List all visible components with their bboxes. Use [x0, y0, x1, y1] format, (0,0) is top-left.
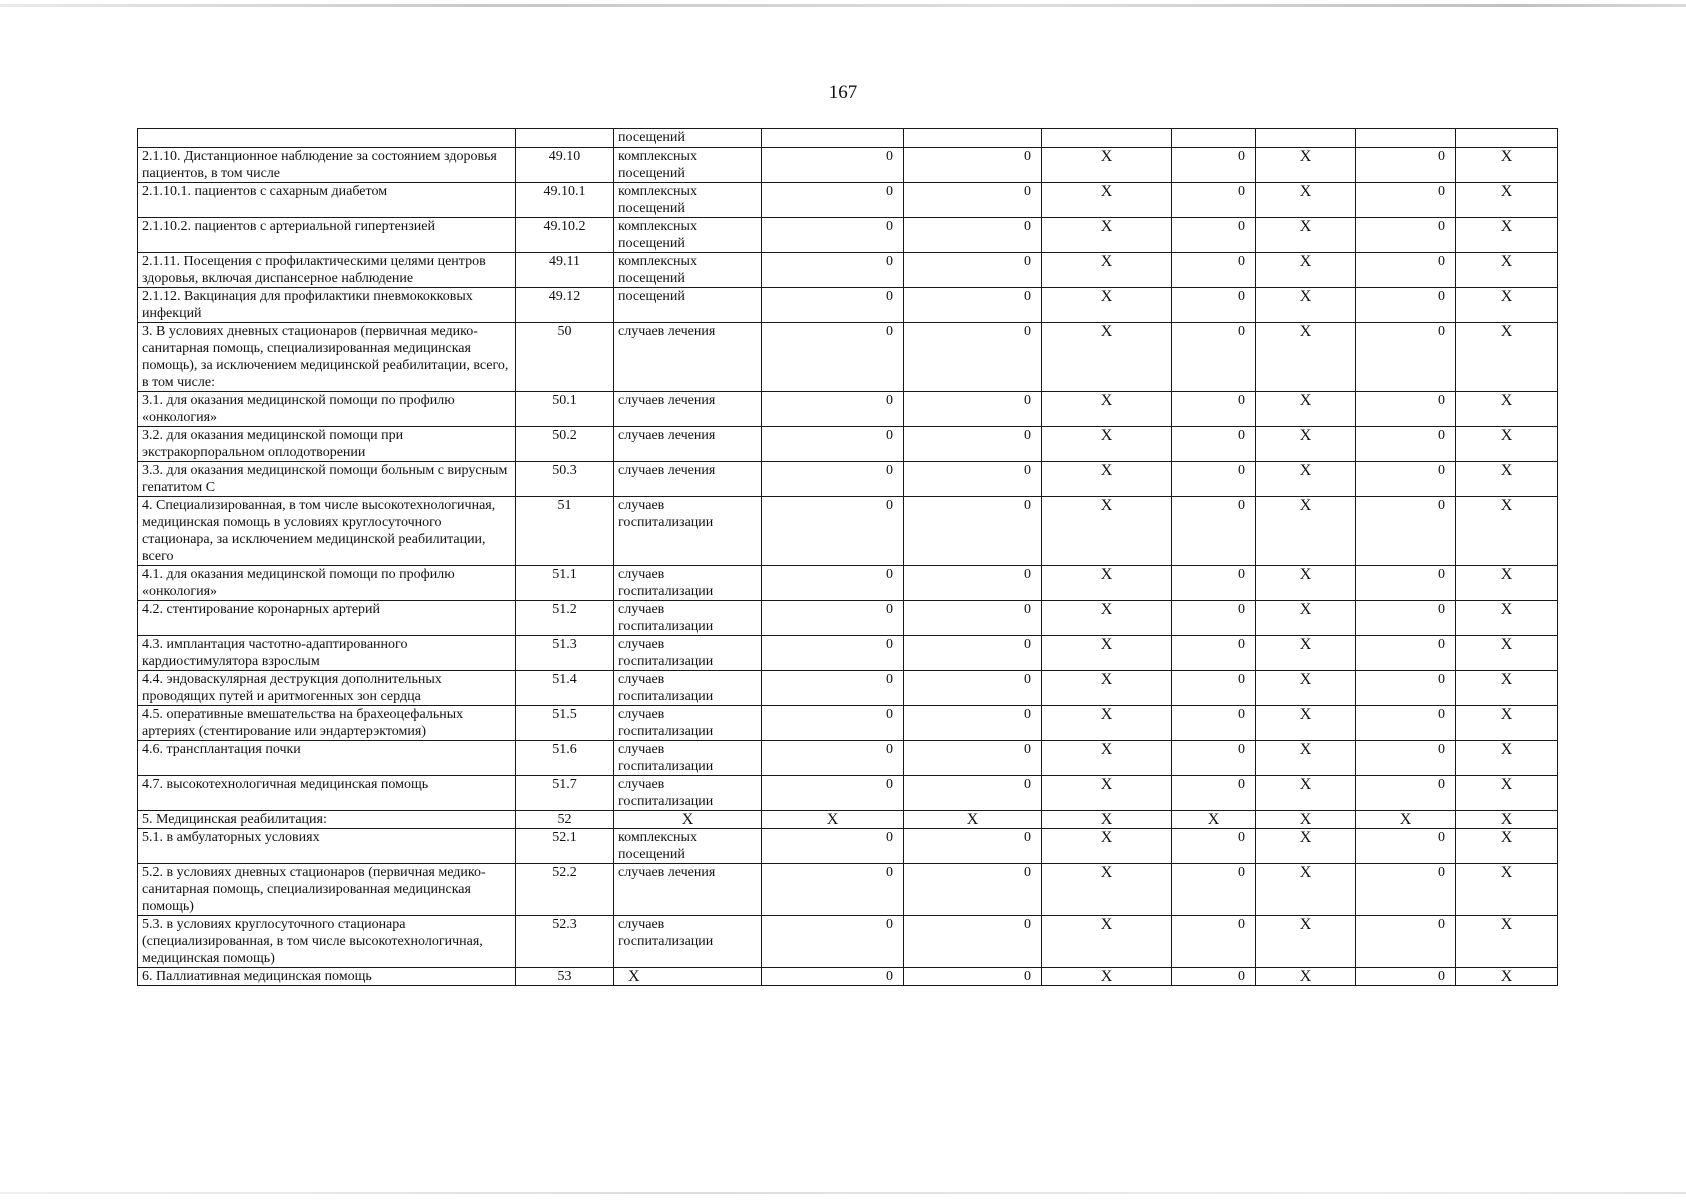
row-value-cell: 0: [1172, 829, 1256, 864]
row-value-cell: X: [1042, 288, 1172, 323]
row-value-cell: X: [1256, 497, 1356, 566]
row-value-cell: 0: [1172, 218, 1256, 253]
row-unit-cell: случаев госпитализации: [614, 671, 762, 706]
table-row: [138, 253, 1558, 288]
row-value-cell: 0: [1172, 288, 1256, 323]
row-value-cell: X: [1456, 288, 1558, 323]
row-value-cell: 0: [904, 218, 1042, 253]
row-name-cell: 2.1.10. Дистанционное наблюдение за состоянием здоровья пациентов, в том числе: [138, 148, 516, 183]
row-name-cell: 4.6. трансплантация почки: [138, 741, 516, 776]
row-value-cell: 0: [904, 776, 1042, 811]
row-value-cell: 0: [904, 462, 1042, 497]
row-unit-cell: комплексных посещений: [614, 253, 762, 288]
row-value-cell: X: [1042, 671, 1172, 706]
row-value-cell: X: [1042, 601, 1172, 636]
row-value-cell: [1356, 129, 1456, 148]
row-name-cell: 3. В условиях дневных стационаров (первичная медико-санитарная помощь, специализированная медицинская помощь), за исключением медицинской реабилитации, всего, в том числе:: [138, 323, 516, 392]
row-name-cell: 4.7. высокотехнологичная медицинская помощь: [138, 776, 516, 811]
row-value-cell: X: [1256, 864, 1356, 916]
row-value-cell: X: [1456, 392, 1558, 427]
row-value-cell: 0: [904, 916, 1042, 968]
row-value-cell: 0: [762, 392, 904, 427]
row-value-cell: 0: [1356, 253, 1456, 288]
row-value-cell: 0: [1356, 148, 1456, 183]
row-value-cell: X: [1456, 776, 1558, 811]
row-value-cell: X: [1256, 671, 1356, 706]
row-value-cell: X: [1042, 323, 1172, 392]
row-value-cell: 0: [904, 829, 1042, 864]
row-value-cell: X: [1256, 829, 1356, 864]
table-row: [138, 392, 1558, 427]
row-unit-cell: комплексных посещений: [614, 148, 762, 183]
row-code-cell: 51: [516, 497, 614, 566]
row-code-cell: 51.3: [516, 636, 614, 671]
row-name-cell: 5. Медицинская реабилитация:: [138, 811, 516, 829]
row-value-cell: 0: [762, 148, 904, 183]
row-value-cell: X: [1456, 427, 1558, 462]
row-value-cell: X: [1042, 427, 1172, 462]
row-unit-cell: случаев лечения: [614, 323, 762, 392]
row-value-cell: 0: [1172, 968, 1256, 986]
row-value-cell: X: [1042, 392, 1172, 427]
row-value-cell: X: [1256, 968, 1356, 986]
table-row: [138, 706, 1558, 741]
row-value-cell: [1456, 129, 1558, 148]
row-value-cell: X: [1356, 811, 1456, 829]
row-value-cell: 0: [1172, 148, 1256, 183]
row-value-cell: 0: [1172, 741, 1256, 776]
row-value-cell: X: [1456, 636, 1558, 671]
row-value-cell: 0: [762, 183, 904, 218]
row-value-cell: X: [1042, 916, 1172, 968]
row-unit-cell: случаев госпитализации: [614, 776, 762, 811]
row-value-cell: 0: [762, 706, 904, 741]
row-name-cell: 2.1.10.1. пациентов с сахарным диабетом: [138, 183, 516, 218]
row-value-cell: 0: [1172, 566, 1256, 601]
row-value-cell: 0: [1172, 497, 1256, 566]
row-value-cell: X: [1256, 323, 1356, 392]
row-code-cell: 52.1: [516, 829, 614, 864]
row-value-cell: 0: [1172, 601, 1256, 636]
row-value-cell: 0: [762, 601, 904, 636]
table-row: [138, 427, 1558, 462]
row-value-cell: 0: [1356, 427, 1456, 462]
row-unit-cell: X: [614, 811, 762, 829]
row-value-cell: 0: [1356, 183, 1456, 218]
row-value-cell: 0: [762, 323, 904, 392]
row-value-cell: X: [1456, 864, 1558, 916]
row-value-cell: 0: [1356, 566, 1456, 601]
row-code-cell: 51.2: [516, 601, 614, 636]
table-row: [138, 218, 1558, 253]
table-row: [138, 566, 1558, 601]
row-value-cell: X: [1456, 253, 1558, 288]
row-name-cell: 5.2. в условиях дневных стационаров (первичная медико-санитарная помощь, специализированная медицинская помощь): [138, 864, 516, 916]
row-value-cell: 0: [1172, 776, 1256, 811]
row-value-cell: X: [1456, 497, 1558, 566]
row-value-cell: X: [1456, 462, 1558, 497]
scan-edge-bottom: [0, 1192, 1686, 1194]
row-value-cell: X: [1256, 183, 1356, 218]
row-value-cell: X: [1042, 636, 1172, 671]
row-code-cell: [516, 129, 614, 148]
row-value-cell: X: [1456, 566, 1558, 601]
row-value-cell: 0: [1356, 829, 1456, 864]
row-value-cell: 0: [1172, 427, 1256, 462]
row-value-cell: 0: [904, 148, 1042, 183]
row-unit-cell: случаев госпитализации: [614, 497, 762, 566]
row-code-cell: 53: [516, 968, 614, 986]
data-table: [137, 128, 1558, 986]
row-value-cell: 0: [904, 392, 1042, 427]
row-unit-cell: случаев лечения: [614, 462, 762, 497]
row-name-cell: 4.1. для оказания медицинской помощи по профилю «онкология»: [138, 566, 516, 601]
row-code-cell: 52.2: [516, 864, 614, 916]
row-value-cell: 0: [904, 601, 1042, 636]
row-unit-cell: посещений: [614, 288, 762, 323]
row-value-cell: 0: [1356, 776, 1456, 811]
row-value-cell: [904, 129, 1042, 148]
row-value-cell: 0: [1172, 253, 1256, 288]
table-row: [138, 183, 1558, 218]
row-name-cell: 4.4. эндоваскулярная деструкция дополнительных проводящих путей и аритмогенных зон сердца: [138, 671, 516, 706]
row-value-cell: 0: [1172, 706, 1256, 741]
table-row: [138, 671, 1558, 706]
row-value-cell: 0: [1356, 601, 1456, 636]
row-value-cell: 0: [1356, 288, 1456, 323]
row-value-cell: 0: [904, 253, 1042, 288]
page-number: 167: [828, 82, 858, 103]
row-value-cell: X: [1042, 497, 1172, 566]
row-value-cell: 0: [762, 566, 904, 601]
row-value-cell: 0: [1356, 968, 1456, 986]
row-value-cell: 0: [904, 497, 1042, 566]
row-value-cell: 0: [1356, 706, 1456, 741]
row-value-cell: X: [1172, 811, 1256, 829]
row-value-cell: 0: [762, 864, 904, 916]
table-row: [138, 323, 1558, 392]
row-value-cell: 0: [1172, 916, 1256, 968]
row-code-cell: 51.4: [516, 671, 614, 706]
row-value-cell: 0: [1356, 392, 1456, 427]
row-unit-cell: случаев лечения: [614, 427, 762, 462]
row-code-cell: 51.7: [516, 776, 614, 811]
row-value-cell: 0: [1172, 183, 1256, 218]
row-name-cell: 5.3. в условиях круглосуточного стационара (специализированная, в том числе высокотехнологичная, медицинская помощь): [138, 916, 516, 968]
row-value-cell: X: [1256, 392, 1356, 427]
row-value-cell: 0: [762, 288, 904, 323]
row-value-cell: X: [1042, 148, 1172, 183]
row-unit-cell: случаев госпитализации: [614, 741, 762, 776]
row-value-cell: X: [1456, 706, 1558, 741]
row-value-cell: X: [1456, 741, 1558, 776]
row-value-cell: X: [1456, 183, 1558, 218]
row-value-cell: X: [1042, 829, 1172, 864]
row-value-cell: X: [1256, 253, 1356, 288]
row-unit-cell: комплексных посещений: [614, 829, 762, 864]
row-name-cell: 3.2. для оказания медицинской помощи при экстракорпоральном оплодотворении: [138, 427, 516, 462]
row-unit-cell: X: [614, 968, 762, 986]
row-value-cell: X: [1256, 776, 1356, 811]
row-code-cell: 49.10.1: [516, 183, 614, 218]
row-code-cell: 50.2: [516, 427, 614, 462]
row-value-cell: [762, 129, 904, 148]
row-value-cell: 0: [904, 864, 1042, 916]
row-name-cell: 2.1.10.2. пациентов с артериальной гипертензией: [138, 218, 516, 253]
row-value-cell: 0: [762, 829, 904, 864]
table-row: [138, 829, 1558, 864]
row-value-cell: X: [1456, 968, 1558, 986]
row-unit-cell: случаев госпитализации: [614, 566, 762, 601]
row-code-cell: 51.6: [516, 741, 614, 776]
row-value-cell: X: [1256, 636, 1356, 671]
row-value-cell: X: [1042, 183, 1172, 218]
table-body: [138, 129, 1558, 986]
table-row: [138, 968, 1558, 986]
row-value-cell: X: [1042, 864, 1172, 916]
row-value-cell: X: [1256, 288, 1356, 323]
row-unit-cell: случаев госпитализации: [614, 916, 762, 968]
row-name-cell: 6. Паллиативная медицинская помощь: [138, 968, 516, 986]
row-value-cell: 0: [762, 916, 904, 968]
row-value-cell: X: [1456, 323, 1558, 392]
row-value-cell: X: [1042, 566, 1172, 601]
row-value-cell: X: [1042, 811, 1172, 829]
row-value-cell: X: [1456, 671, 1558, 706]
row-code-cell: 52.3: [516, 916, 614, 968]
row-value-cell: X: [1256, 566, 1356, 601]
row-value-cell: 0: [1356, 218, 1456, 253]
row-value-cell: 0: [904, 427, 1042, 462]
row-code-cell: 51.5: [516, 706, 614, 741]
row-value-cell: 0: [762, 218, 904, 253]
row-value-cell: [1042, 129, 1172, 148]
row-value-cell: X: [1256, 148, 1356, 183]
row-value-cell: X: [1456, 916, 1558, 968]
row-value-cell: 0: [1356, 671, 1456, 706]
row-value-cell: 0: [1356, 323, 1456, 392]
row-value-cell: 0: [1172, 864, 1256, 916]
row-code-cell: 49.12: [516, 288, 614, 323]
row-code-cell: 49.11: [516, 253, 614, 288]
row-value-cell: 0: [904, 323, 1042, 392]
row-value-cell: 0: [762, 427, 904, 462]
row-value-cell: X: [1042, 776, 1172, 811]
row-unit-cell: случаев лечения: [614, 392, 762, 427]
row-value-cell: X: [1456, 811, 1558, 829]
row-value-cell: 0: [1356, 636, 1456, 671]
row-name-cell: 4.3. имплантация частотно-адаптированного кардиостимулятора взрослым: [138, 636, 516, 671]
row-value-cell: [1172, 129, 1256, 148]
row-value-cell: 0: [904, 183, 1042, 218]
row-unit-cell: случаев госпитализации: [614, 601, 762, 636]
table-row: [138, 129, 1558, 148]
table-row: [138, 497, 1558, 566]
row-value-cell: X: [1256, 706, 1356, 741]
row-value-cell: X: [1256, 601, 1356, 636]
row-value-cell: 0: [1356, 462, 1456, 497]
row-name-cell: 2.1.11. Посещения с профилактическими целями центров здоровья, включая диспансерное наблюдение: [138, 253, 516, 288]
row-value-cell: X: [1256, 427, 1356, 462]
row-name-cell: 4.5. оперативные вмешательства на брахеоцефальных артериях (стентирование или эндартерэктомия): [138, 706, 516, 741]
row-value-cell: [1256, 129, 1356, 148]
row-value-cell: X: [1042, 462, 1172, 497]
row-name-cell: 3.1. для оказания медицинской помощи по профилю «онкология»: [138, 392, 516, 427]
table-row: [138, 462, 1558, 497]
row-unit-cell: комплексных посещений: [614, 183, 762, 218]
row-value-cell: 0: [762, 253, 904, 288]
row-value-cell: X: [1042, 968, 1172, 986]
table-row: [138, 636, 1558, 671]
row-code-cell: 51.1: [516, 566, 614, 601]
row-code-cell: 50.3: [516, 462, 614, 497]
table-row: [138, 776, 1558, 811]
row-value-cell: 0: [762, 462, 904, 497]
row-code-cell: 52: [516, 811, 614, 829]
row-value-cell: 0: [904, 706, 1042, 741]
row-unit-cell: случаев госпитализации: [614, 636, 762, 671]
row-value-cell: 0: [762, 497, 904, 566]
row-value-cell: X: [1256, 916, 1356, 968]
table-row: [138, 864, 1558, 916]
table-row: [138, 288, 1558, 323]
row-unit-cell: случаев госпитализации: [614, 706, 762, 741]
row-value-cell: 0: [1172, 323, 1256, 392]
row-value-cell: 0: [1356, 497, 1456, 566]
row-name-cell: 2.1.12. Вакцинация для профилактики пневмококковых инфекций: [138, 288, 516, 323]
row-value-cell: X: [762, 811, 904, 829]
row-value-cell: 0: [904, 741, 1042, 776]
row-value-cell: X: [1042, 218, 1172, 253]
row-value-cell: X: [1042, 253, 1172, 288]
row-name-cell: 4.2. стентирование коронарных артерий: [138, 601, 516, 636]
table-row: [138, 811, 1558, 829]
scan-edge-top: [0, 4, 1686, 7]
row-value-cell: X: [1256, 811, 1356, 829]
table-row: [138, 741, 1558, 776]
row-unit-cell: комплексных посещений: [614, 218, 762, 253]
row-value-cell: 0: [904, 566, 1042, 601]
row-value-cell: X: [1256, 218, 1356, 253]
row-value-cell: 0: [762, 636, 904, 671]
row-code-cell: 49.10: [516, 148, 614, 183]
row-value-cell: X: [1456, 601, 1558, 636]
row-value-cell: X: [1456, 148, 1558, 183]
row-value-cell: X: [1042, 706, 1172, 741]
row-value-cell: 0: [762, 671, 904, 706]
table-row: [138, 148, 1558, 183]
row-value-cell: X: [1042, 741, 1172, 776]
row-value-cell: 0: [1356, 741, 1456, 776]
row-value-cell: X: [904, 811, 1042, 829]
row-code-cell: 50: [516, 323, 614, 392]
row-name-cell: 5.1. в амбулаторных условиях: [138, 829, 516, 864]
row-value-cell: 0: [762, 968, 904, 986]
row-value-cell: 0: [904, 636, 1042, 671]
row-value-cell: 0: [1356, 864, 1456, 916]
row-name-cell: 4. Специализированная, в том числе высокотехнологичная, медицинская помощь в условиях круглосуточного стационара, за исключением медицинской реабилитации, всего: [138, 497, 516, 566]
row-name-cell: 3.3. для оказания медицинской помощи больным с вирусным гепатитом С: [138, 462, 516, 497]
row-value-cell: 0: [904, 671, 1042, 706]
row-name-cell: [138, 129, 516, 148]
row-value-cell: 0: [904, 968, 1042, 986]
row-value-cell: 0: [1172, 392, 1256, 427]
row-value-cell: 0: [1172, 462, 1256, 497]
table-row: [138, 601, 1558, 636]
row-value-cell: 0: [1356, 916, 1456, 968]
row-value-cell: X: [1456, 829, 1558, 864]
row-value-cell: 0: [1172, 671, 1256, 706]
row-value-cell: X: [1456, 218, 1558, 253]
row-value-cell: 0: [762, 741, 904, 776]
row-value-cell: 0: [904, 288, 1042, 323]
row-value-cell: X: [1256, 462, 1356, 497]
row-value-cell: 0: [762, 776, 904, 811]
row-unit-cell: случаев лечения: [614, 864, 762, 916]
row-value-cell: X: [1256, 741, 1356, 776]
row-code-cell: 49.10.2: [516, 218, 614, 253]
row-value-cell: 0: [1172, 636, 1256, 671]
row-code-cell: 50.1: [516, 392, 614, 427]
row-unit-cell: посещений: [614, 129, 762, 148]
table-row: [138, 916, 1558, 968]
